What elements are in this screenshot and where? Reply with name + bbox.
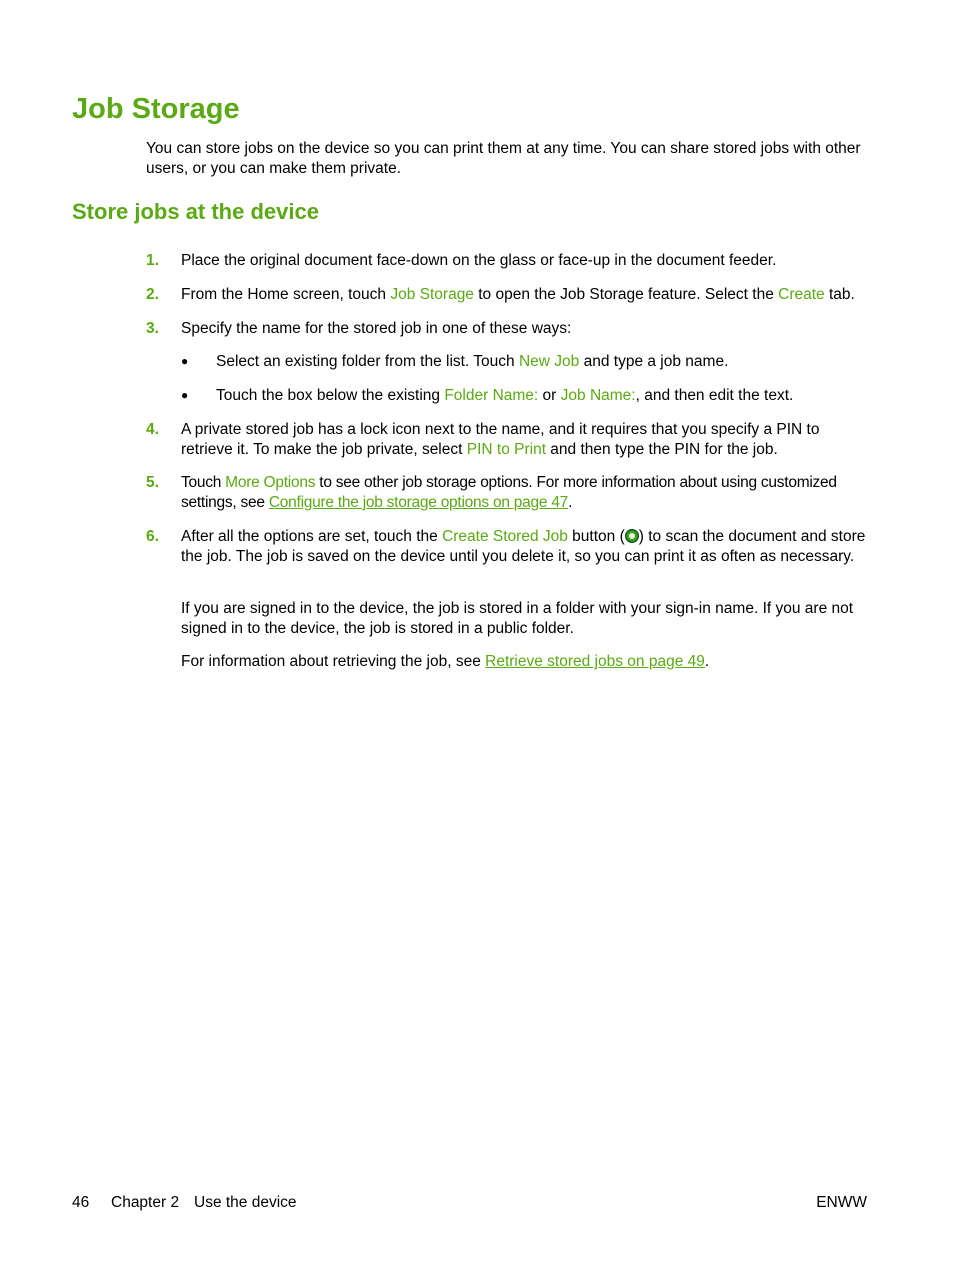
bullet-icon: ● <box>181 388 189 402</box>
ui-label-pin-to-print: PIN to Print <box>466 440 546 458</box>
step-text: Place the original document face-down on the glass or face-up in the document feeder. <box>181 252 777 269</box>
step-number: 4. <box>146 421 159 438</box>
step-number: 3. <box>146 320 159 337</box>
step-number: 2. <box>146 286 159 303</box>
ui-label-more-options: More Options <box>225 474 316 491</box>
ui-label-folder-name: Folder Name: <box>444 387 539 404</box>
ui-label-job-storage: Job Storage <box>390 286 474 303</box>
step-number: 1. <box>146 252 159 269</box>
step-text: From the Home screen, touch Job Storage to open the Job Storage feature. Select the Create tab. <box>181 286 855 303</box>
step-text: A private stored job has a lock icon next to the name, and it requires that you specify a PIN to retrieve it. To make the job private, select PIN to Print and then type the PIN for the job. <box>181 421 820 458</box>
step-text: Touch More Options to see other job storage options. For more information about using customized settings, see Configure the job storage options on page 47. <box>181 474 837 511</box>
step-number: 5. <box>146 474 159 491</box>
bullet-text: Select an existing folder from the list. Touch New Job and type a job name. <box>216 353 729 370</box>
bullet-text: Touch the box below the existing Folder Name: or Job Name:, and then edit the text. <box>216 387 794 404</box>
retrieve-jobs-link[interactable]: Retrieve stored jobs on page 49 <box>485 653 705 670</box>
create-stored-job-icon <box>625 529 639 543</box>
ui-label-create: Create <box>778 286 825 303</box>
ui-label-create-stored-job: Create Stored Job <box>442 528 568 545</box>
signed-in-paragraph: If you are signed in to the device, the job is stored in a folder with your sign-in name. If you are not signed in to the device, the job is stored in a public folder. <box>181 600 854 637</box>
section-heading: Store jobs at the device <box>72 199 319 224</box>
footer-page-number: 46 <box>72 1194 90 1211</box>
step-text: After all the options are set, touch the Create Stored Job button ( ) to scan the document and store the job. The job is saved on the device until you delete it, so you can print it as often as necessary. <box>181 528 866 565</box>
intro-paragraph: You can store jobs on the device so you can print them at any time. You can share stored jobs with other users, or you can make them private. <box>146 140 861 177</box>
footer-chapter: Chapter 2 <box>111 1194 180 1211</box>
ui-label-job-name: Job Name: <box>560 387 636 404</box>
footer-right-label: ENWW <box>816 1194 867 1211</box>
page-title: Job Storage <box>72 93 240 125</box>
ui-label-new-job: New Job <box>518 353 580 370</box>
step-number: 6. <box>146 528 159 545</box>
step-text: Specify the name for the stored job in one of these ways: <box>181 320 572 337</box>
footer-chapter-title: Use the device <box>194 1194 297 1211</box>
bullet-icon: ● <box>181 354 189 368</box>
configure-options-link[interactable]: Configure the job storage options on page 47 <box>268 493 569 511</box>
retrieve-paragraph: For information about retrieving the job, see Retrieve stored jobs on page 49. <box>181 653 710 670</box>
